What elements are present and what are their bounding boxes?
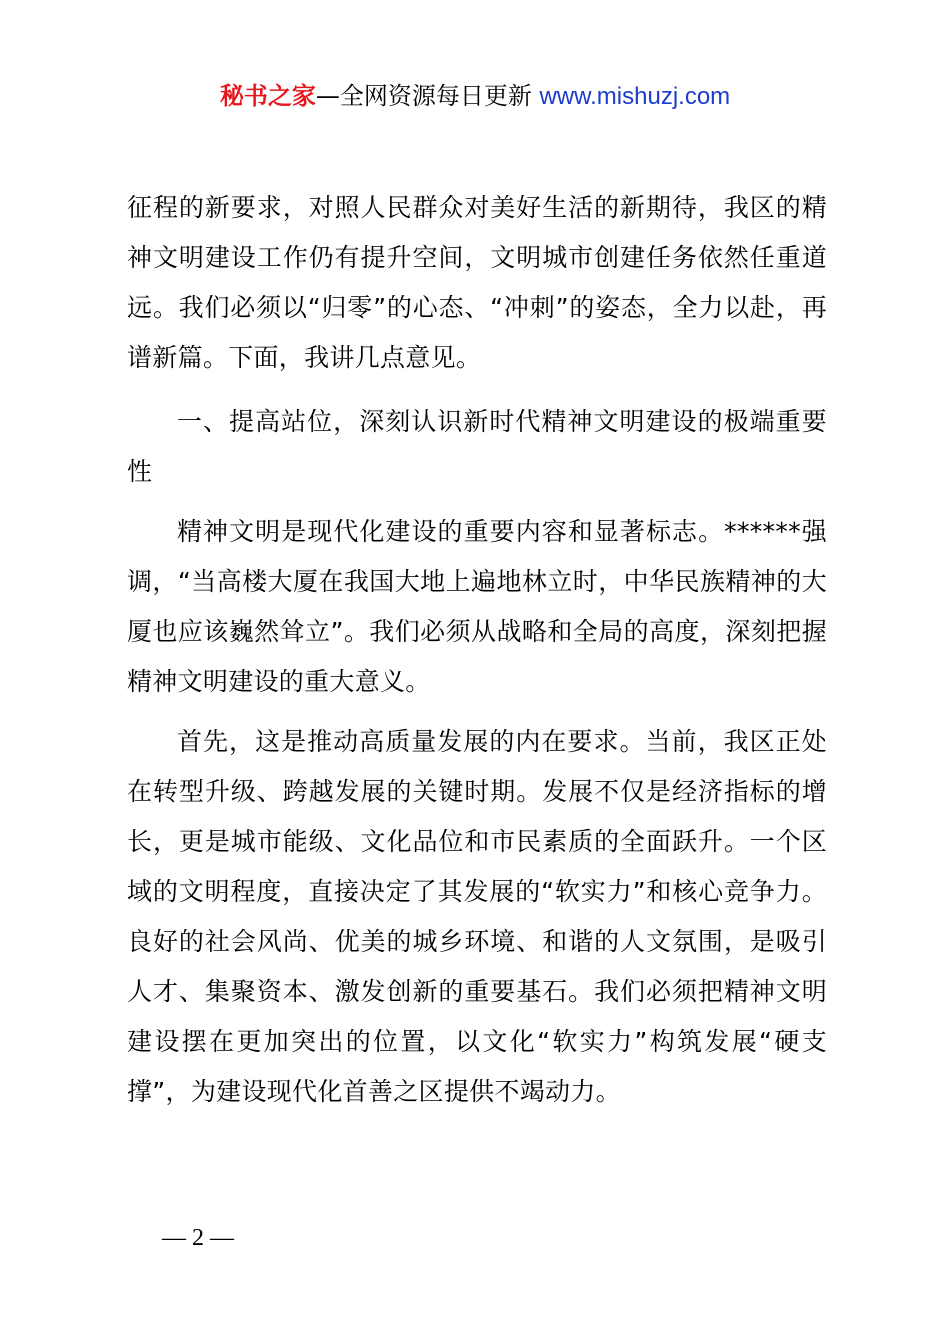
document-body: [127, 183, 827, 1117]
paragraph: 首先，这是推动高质量发展的内在要求。当前，我区正处在转型升级、跨越发展的关键时期。发展不仅是经济指标的增长，更是城市能级、文化品位和市民素质的全面跃升。一个区域的文明程度，直接决定了其发展的“软实力”和核心竞争力。良好的社会风尚、优美的城乡环境、和谐的人文氛围，是吸引人才、集聚资本、激发创新的重要基石。我们必须把精神文明建设摆在更加突出的位置，以文化“软实力”构筑发展“硬支撑”，为建设现代化首善之区提供不竭动力。: [127, 727, 827, 1106]
brand-name: 秘书之家: [219, 82, 316, 110]
paragraph-continuation: 征程的新要求，对照人民群众对美好生活的新期待，我区的精神文明建设工作仍有提升空间，文明城市创建任务依然任重道远。我们必须以“归零”的心态、“冲刺”的姿态，全力以赴，再谱新篇。下面，我讲几点意见。: [127, 193, 827, 372]
page-number: — 2 —: [162, 1225, 234, 1251]
site-header-banner: [0, 80, 950, 113]
header-tagline: —全网资源每日更新: [315, 82, 532, 110]
section-heading: 一、提高站位，深刻认识新时代精神文明建设的极端重要性: [127, 407, 827, 486]
paragraph: 精神文明是现代化建设的重要内容和显著标志。******强调，“当高楼大厦在我国大地上遍地林立时，中华民族精神的大厦也应该巍然耸立”。我们必须从战略和全局的高度，深刻把握精神文明建设的重大意义。: [127, 517, 827, 696]
site-url-link[interactable]: www.mishuzj.com: [539, 83, 731, 110]
